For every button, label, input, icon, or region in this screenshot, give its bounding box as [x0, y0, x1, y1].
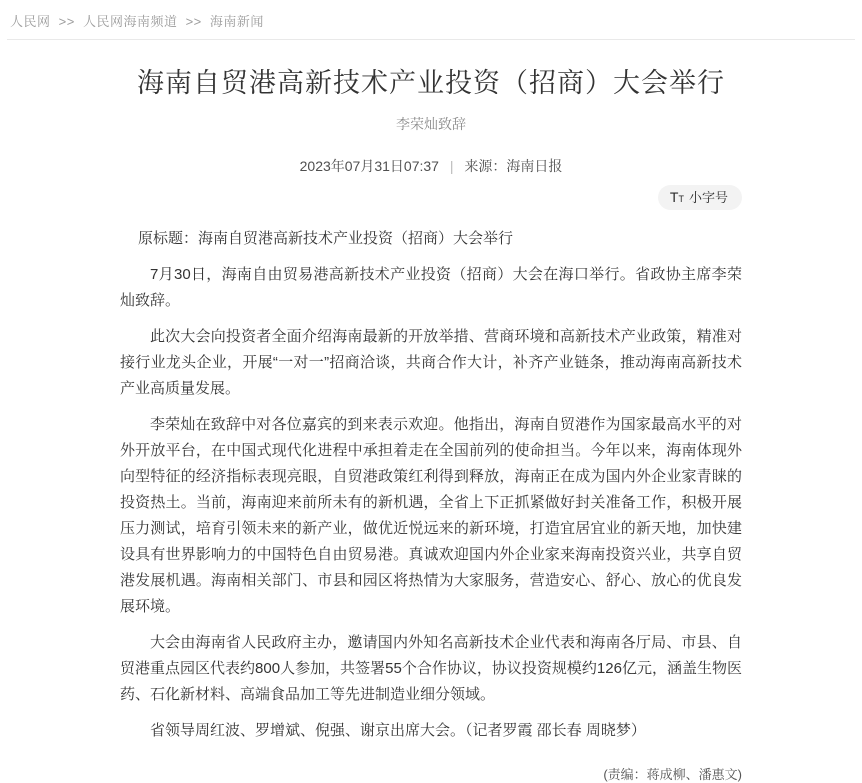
paragraph-4: 大会由海南省人民政府主办，邀请国内外知名高新技术企业代表和海南各厅局、市县、自贸港重点园区代表约800人参加，共签署55个合作协议，协议投资规模约126亿元，涵盖生物医药、石化新材料、高端食品加工等先进制造业细分领域。 [120, 633, 742, 703]
publish-date: 2023年07月31日07:37 [299, 157, 439, 174]
article-subtitle: 李荣灿致辞 [396, 115, 466, 132]
article-body [120, 226, 742, 744]
breadcrumb-link-hainan-news[interactable]: 海南新闻 [209, 14, 264, 29]
breadcrumb [0, 0, 862, 39]
paragraph-1: 7月30日，海南自由贸易港高新技术产业投资（招商）大会在海口举行。省政协主席李荣灿致辞。 [120, 265, 742, 309]
font-size-label: 小字号 [688, 189, 728, 205]
breadcrumb-divider [7, 39, 855, 40]
paragraph-2: 此次大会向投资者全面介绍海南最新的开放举措、营商环境和高新技术产业政策，精准对接行业龙头企业，开展“一对一”招商洽谈，共商合作大计，补齐产业链条，推动海南高新技术产业高质量发展。 [120, 327, 742, 397]
original-title: 原标题：海南自贸港高新技术产业投资（招商）大会举行 [138, 229, 514, 247]
article-container [120, 67, 742, 783]
font-size-icon-small: T [678, 193, 684, 204]
font-size-toggle-button[interactable] [658, 185, 742, 210]
breadcrumb-separator: >> [185, 14, 202, 29]
breadcrumb-link-hainan-channel[interactable]: 人民网海南频道 [82, 14, 178, 29]
article-tools [120, 185, 742, 210]
meta-separator: | [449, 157, 454, 174]
source-label: 来源： [464, 157, 507, 174]
page-title: 海南自贸港高新技术产业投资（招商）大会举行 [137, 68, 725, 98]
font-size-icon: T [669, 188, 679, 205]
article-meta [120, 156, 742, 176]
paragraph-3: 李荣灿在致辞中对各位嘉宾的到来表示欢迎。他指出，海南自贸港作为国家最高水平的对外开放平台，在中国式现代化进程中承担着走在全国前列的使命担当。今年以来，海南体现外向型特征的经济指标表现亮眼，自贸港政策红利得到释放，海南正在成为国内外企业家青睐的投资热土。当前，海南迎来前所未有的新机遇，全省上下正抓紧做好封关准备工作，积极开展压力测试，培育引领未来的新产业，做优近悦远来的新环境，打造宜居宜业的新天地，加快建设具有世界影响力的中国特色自由贸易港。真诚欢迎国内外企业家来海南投资兴业，共享自贸港发展机遇。海南相关部门、市县和园区将热情为大家服务，营造安心、舒心、放心的优良发展环境。 [120, 415, 742, 615]
breadcrumb-separator: >> [58, 14, 75, 29]
editor-credit: (责编：蒋成柳、潘惠文) [603, 766, 742, 782]
breadcrumb-link-peoplecn[interactable]: 人民网 [10, 14, 51, 29]
source-link[interactable]: 海南日报 [506, 157, 563, 174]
paragraph-5: 省领导周红波、罗增斌、倪强、谢京出席大会。（记者罗霞 邵长春 周晓梦） [150, 721, 646, 739]
